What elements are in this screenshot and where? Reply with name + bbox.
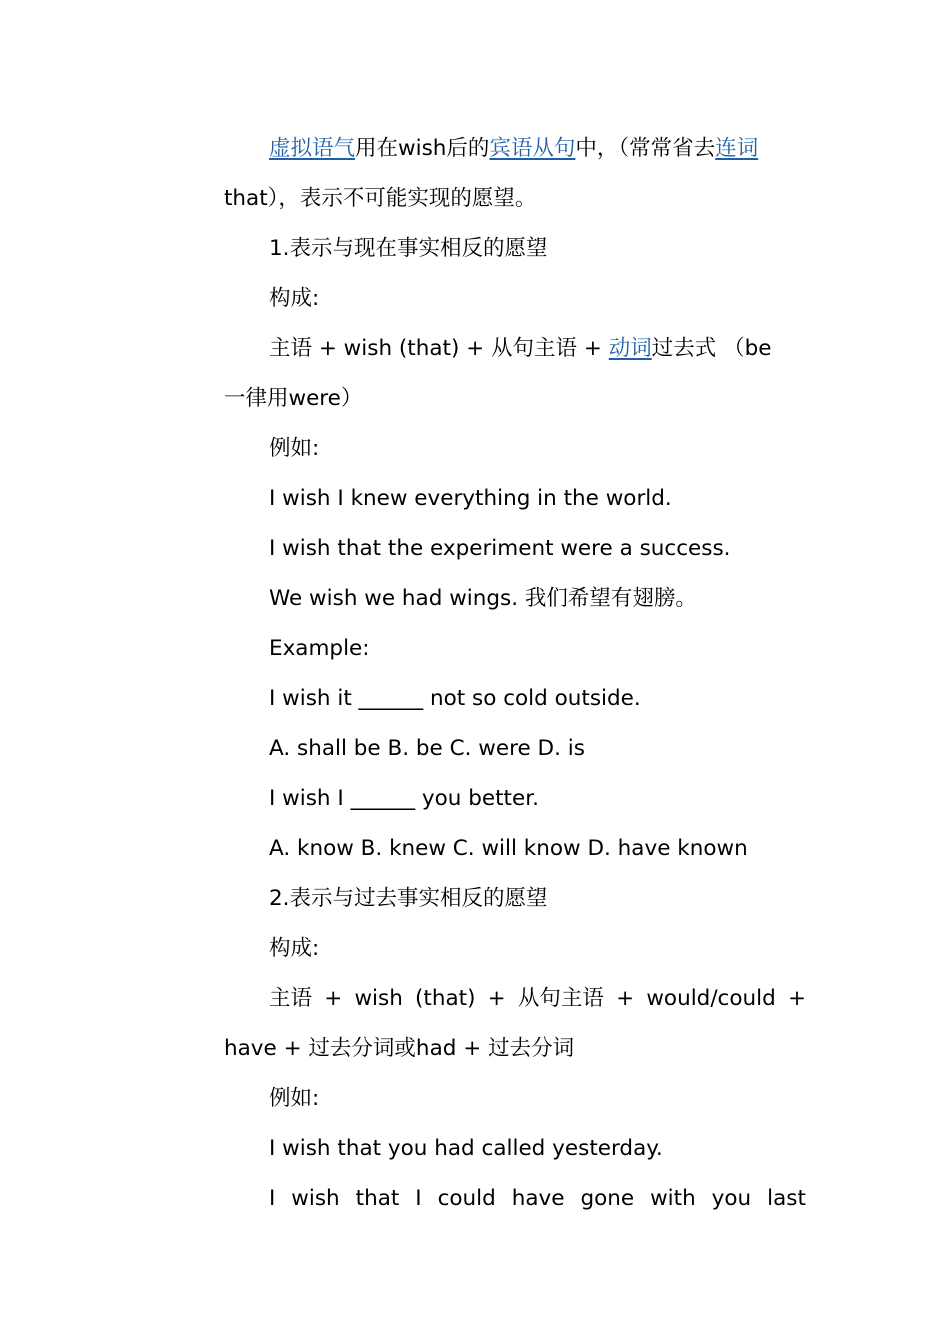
exercise-label: Example:	[269, 636, 370, 661]
formula-word: wish	[354, 986, 403, 1011]
formula-word: (that)	[415, 986, 476, 1011]
sentence-word: you	[711, 1186, 752, 1211]
formula-word: +	[787, 986, 806, 1011]
document-body	[224, 124, 806, 1224]
formula-word: +	[324, 986, 343, 1011]
sentence-word: last	[767, 1186, 806, 1211]
section2-formula-line-1	[224, 974, 806, 1024]
sentence-word: wish	[291, 1186, 340, 1211]
example-sentence: I wish I knew everything in the world.	[269, 486, 672, 511]
formula-part-2: 过去式 （be	[651, 336, 772, 361]
section2-formula-line-2: have + 过去分词或had + 过去分词	[224, 1036, 575, 1061]
example-sentence: I wish that the experiment were a success.	[269, 536, 731, 561]
sentence-word: with	[650, 1186, 696, 1211]
sentence-word: I	[269, 1186, 276, 1211]
link-conjunction[interactable]: 连词	[715, 136, 759, 161]
formula-part-1: 主语 + wish (that) + 从句主语 +	[269, 336, 609, 361]
formula-word: +	[487, 986, 506, 1011]
section1-heading: 1.表示与现在事实相反的愿望	[269, 236, 548, 261]
section1-formula-line-1	[224, 324, 806, 374]
section2-heading: 2.表示与过去事实相反的愿望	[269, 886, 548, 911]
formula-word: would/could	[646, 986, 776, 1011]
section1-structure-label: 构成:	[269, 286, 320, 311]
formula-word: 主语	[269, 986, 313, 1011]
section2-example-label: 例如:	[269, 1086, 320, 1111]
intro-line-1	[224, 124, 806, 174]
sentence-word: gone	[580, 1186, 635, 1211]
formula-word: +	[616, 986, 635, 1011]
example-sentence: We wish we had wings. 我们希望有翅膀。	[269, 586, 697, 611]
link-object-clause[interactable]: 宾语从句	[489, 136, 576, 161]
link-verb[interactable]: 动词	[608, 336, 652, 361]
link-subjunctive-mood[interactable]: 虚拟语气	[269, 136, 356, 161]
exercise-question-2: I wish I ______ you better.	[269, 786, 539, 811]
section1-formula-line-2: 一律用were）	[224, 386, 363, 411]
exercise-question-1: I wish it ______ not so cold outside.	[269, 686, 641, 711]
intro-line-2: that），表示不可能实现的愿望。	[224, 186, 537, 211]
example-sentence-justified	[224, 1174, 806, 1224]
sentence-word: I	[415, 1186, 422, 1211]
section1-example-label: 例如:	[269, 436, 320, 461]
exercise-options-1: A. shall be B. be C. were D. is	[269, 736, 585, 761]
sentence-word: have	[511, 1186, 565, 1211]
exercise-options-2: A. know B. knew C. will know D. have known	[269, 836, 748, 861]
intro-text-2: 中，（常常省去	[575, 136, 716, 161]
sentence-word: that	[355, 1186, 400, 1211]
section2-structure-label: 构成:	[269, 936, 320, 961]
sentence-word: could	[437, 1186, 496, 1211]
formula-word: 从句主语	[517, 986, 604, 1011]
intro-text-1: 用在wish后的	[355, 136, 490, 161]
example-sentence: I wish that you had called yesterday.	[269, 1136, 663, 1161]
